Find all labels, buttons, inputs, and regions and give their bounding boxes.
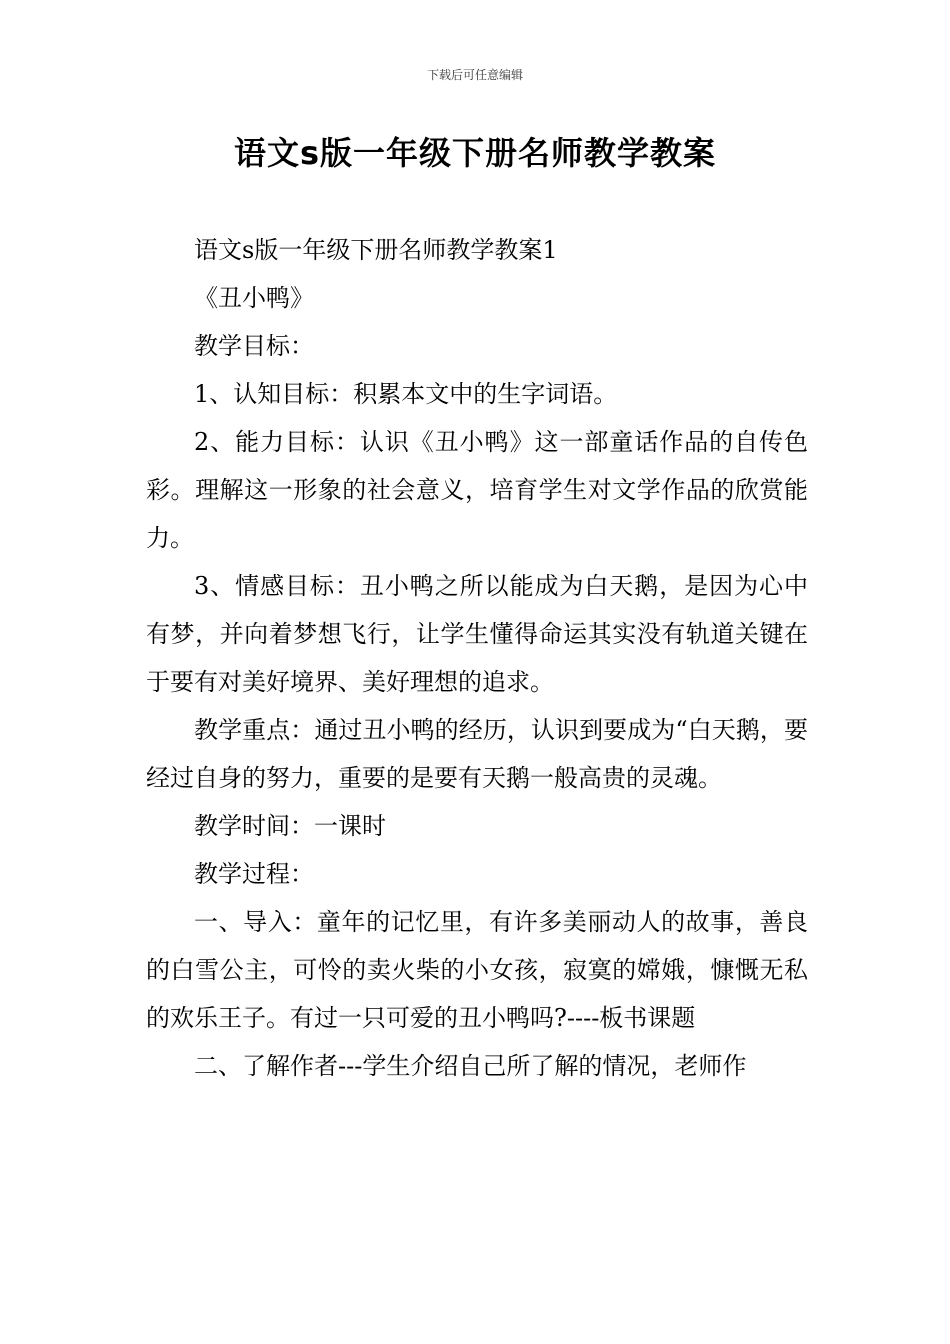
header-note: 下载后可任意编辑 bbox=[426, 68, 523, 82]
paragraph-goal-2: 2、能力目标：认识《丑小鸭》这一部童话作品的自传色彩。理解这一形象的社会意义，培育学生对文学作品的欣赏能力。 bbox=[146, 428, 808, 552]
document-body bbox=[146, 226, 808, 1090]
document-title: 语文s版一年级下册名师教学教案 bbox=[233, 134, 717, 172]
paragraph-goal-3: 3、情感目标：丑小鸭之所以能成为白天鹅，是因为心中有梦，并向着梦想飞行，让学生懂得命运其实没有轨道关键在于要有对美好境界、美好理想的追求。 bbox=[146, 572, 808, 696]
paragraph-goal-1: 1、认知目标：积累本文中的生字词语。 bbox=[194, 380, 618, 408]
paragraph-subtitle: 语文s版一年级下册名师教学教案1 bbox=[194, 236, 558, 264]
paragraph-intro: 一、导入：童年的记忆里，有许多美丽动人的故事，善良的白雪公主，可怜的卖火柴的小女孩，寂寞的嫦娥，慷慨无私的欢乐王子。有过一只可爱的丑小鸭吗?----板书课题 bbox=[146, 908, 808, 1032]
paragraph-process-heading: 教学过程： bbox=[194, 860, 314, 888]
paragraph-goals-heading: 教学目标： bbox=[194, 332, 314, 360]
paragraph-time: 教学时间：一课时 bbox=[194, 812, 386, 840]
paragraph-key-points: 教学重点：通过丑小鸭的经历，认识到要成为“白天鹅，要经过自身的努力，重要的是要有天鹅一般高贵的灵魂。 bbox=[146, 716, 808, 792]
paragraph-author: 二、了解作者---学生介绍自己所了解的情况，老师作 bbox=[194, 1052, 747, 1080]
paragraph-lesson-name: 《丑小鸭》 bbox=[194, 284, 314, 312]
